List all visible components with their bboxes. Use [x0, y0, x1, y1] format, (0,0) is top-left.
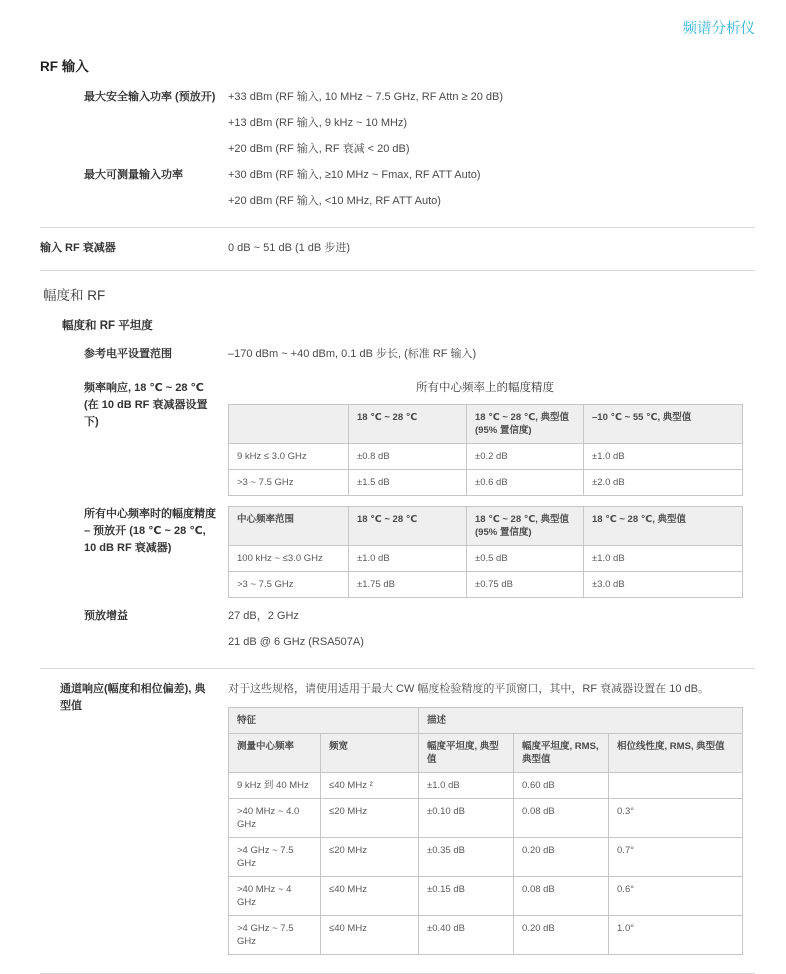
table-cell: >3 ~ 7.5 GHz: [229, 470, 349, 496]
spec-values: [228, 681, 755, 965]
spec-row-rf-attenuator: [40, 240, 755, 266]
header-cell: 18 ℃ ~ 28 ℃, 典型值 (95% 置信度): [467, 405, 584, 444]
spec-label: 输入 RF 衰减器: [40, 242, 116, 254]
spec-value-line: +13 dBm (RF 输入, 9 kHz ~ 10 MHz): [228, 117, 408, 129]
table-row: [229, 799, 743, 838]
spec-label: 最大可测量输入功率: [84, 169, 183, 181]
spec-row-freq-response: [40, 380, 755, 506]
divider: [40, 227, 755, 228]
table-group-header-row: [229, 708, 743, 734]
table-cell: >3 ~ 7.5 GHz: [229, 572, 349, 598]
table-cell: ≤20 MHz: [321, 799, 419, 838]
header-cell: 18 ℃ ~ 28 ℃, 典型值: [584, 507, 743, 546]
header-cell: 18 ℃ ~ 28 ℃: [349, 405, 467, 444]
table-cell: ±1.75 dB: [349, 572, 467, 598]
spec-values: [228, 89, 755, 167]
page-title: 频谱分析仪: [682, 21, 755, 37]
spec-value-line: 27 dB，2 GHz: [228, 610, 299, 622]
table-cell: ≤20 MHz: [321, 838, 419, 877]
spec-label: 最大安全输入功率 (预放开): [84, 91, 216, 103]
spec-value-line: +20 dBm (RF 输入, <10 MHz, RF ATT Auto): [228, 195, 441, 207]
spec-values: [228, 167, 755, 219]
table-row: [229, 572, 743, 598]
spec-value-line: +20 dBm (RF 输入, RF 衰减 < 20 dB): [228, 143, 410, 155]
table-cell: ±1.5 dB: [349, 470, 467, 496]
group-header-cell: 描述: [419, 708, 743, 734]
table-row: [229, 877, 743, 916]
section-heading-amplitude-rf: 幅度和 RF: [43, 288, 106, 303]
table-cell: 100 kHz ~ ≤3.0 GHz: [229, 546, 349, 572]
table-cell: ±1.0 dB: [584, 546, 743, 572]
spec-value-line: –170 dBm ~ +40 dBm, 0.1 dB 步长, (标准 RF 输入): [228, 348, 477, 360]
table-header-row: [229, 405, 743, 444]
table-cell: 0.08 dB: [514, 877, 609, 916]
spec-row-max-measurable-input: [40, 167, 755, 219]
header-cell: 幅度平坦度, RMS, 典型值: [514, 734, 609, 773]
table-title: 所有中心频率上的幅度精度: [416, 382, 554, 394]
spec-label: 预放增益: [84, 610, 128, 622]
spec-value-line: 0 dB ~ 51 dB (1 dB 步进): [228, 242, 350, 254]
table-row: [229, 838, 743, 877]
spec-values: [228, 346, 755, 372]
freq-response-table: [228, 404, 743, 496]
spec-row-channel-response: [40, 681, 755, 965]
table-cell: 0.20 dB: [514, 838, 609, 877]
spec-value-line: +33 dBm (RF 输入, 10 MHz ~ 7.5 GHz, RF Attn ≥ 20 dB): [228, 91, 504, 103]
table-row: [229, 470, 743, 496]
table-cell: >4 GHz ~ 7.5 GHz: [229, 838, 321, 877]
subsection-heading-flatness: 幅度和 RF 平坦度: [62, 320, 153, 332]
table-cell: [609, 773, 743, 799]
table-cell: ±0.2 dB: [467, 444, 584, 470]
table-cell: ±1.0 dB: [349, 546, 467, 572]
header-cell: [229, 405, 349, 444]
header-cell: 频宽: [321, 734, 419, 773]
table-cell: 0.08 dB: [514, 799, 609, 838]
spec-values: [228, 380, 755, 506]
table-cell: ±0.40 dB: [419, 916, 514, 955]
table-cell: ±0.75 dB: [467, 572, 584, 598]
table-cell: 9 kHz 到 40 MHz: [229, 773, 321, 799]
table-cell: ±0.8 dB: [349, 444, 467, 470]
table-cell: 0.3°: [609, 799, 743, 838]
table-header-row: [229, 507, 743, 546]
spec-row-ref-level: [40, 346, 755, 372]
table-cell: ≤40 MHz ²: [321, 773, 419, 799]
spec-intro-text: 对于这些规格，请使用适用于最大 CW 幅度检验精度的平顶窗口，其中，RF 衰减器设置在 10 dB。: [228, 683, 709, 695]
spec-label: 通道响应(幅度和相位偏差), 典型值: [60, 683, 206, 712]
table-cell: ±0.35 dB: [419, 838, 514, 877]
table-cell: 0.20 dB: [514, 916, 609, 955]
divider: [40, 668, 755, 669]
table-cell: ±2.0 dB: [584, 470, 743, 496]
header-cell: 18 ℃ ~ 28 ℃: [349, 507, 467, 546]
header-cell: 中心频率范围: [229, 507, 349, 546]
header-cell: 幅度平坦度, 典型值: [419, 734, 514, 773]
header-cell: 18 ℃ ~ 28 ℃, 典型值 (95% 置信度): [467, 507, 584, 546]
spec-label: 参考电平设置范围: [84, 348, 172, 360]
spec-row-preamp-gain: [40, 608, 755, 660]
table-cell: ±0.5 dB: [467, 546, 584, 572]
spec-values: [228, 240, 755, 266]
table-cell: >4 GHz ~ 7.5 GHz: [229, 916, 321, 955]
channel-response-table: [228, 707, 743, 955]
table-header-row: [229, 734, 743, 773]
divider: [40, 270, 755, 271]
spec-value-line: 21 dB @ 6 GHz (RSA507A): [228, 636, 364, 648]
spec-row-amp-accuracy: [40, 506, 755, 608]
table-cell: ±1.0 dB: [419, 773, 514, 799]
header-cell: 测量中心频率: [229, 734, 321, 773]
table-cell: ±0.10 dB: [419, 799, 514, 838]
table-cell: 0.6°: [609, 877, 743, 916]
table-cell: 9 kHz ≤ 3.0 GHz: [229, 444, 349, 470]
table-cell: >40 MHz ~ 4 GHz: [229, 877, 321, 916]
table-cell: 1.0°: [609, 916, 743, 955]
spec-values: [228, 608, 755, 660]
table-cell: 0.60 dB: [514, 773, 609, 799]
table-cell: ≤40 MHz: [321, 877, 419, 916]
table-row: [229, 444, 743, 470]
spec-label: 所有中心频率时的幅度精度 – 预放开 (18 ℃ ~ 28 ℃, 10 dB RF 衰减器): [84, 508, 216, 554]
header-cell: 相位线性度, RMS, 典型值: [609, 734, 743, 773]
header-cell: –10 ℃ ~ 55 ℃, 典型值: [584, 405, 743, 444]
table-cell: ±1.0 dB: [584, 444, 743, 470]
spec-row-max-safe-input: [40, 89, 755, 167]
table-row: [229, 546, 743, 572]
table-cell: >40 MHz ~ 4.0 GHz: [229, 799, 321, 838]
table-cell: ±0.15 dB: [419, 877, 514, 916]
spec-value-line: +30 dBm (RF 输入, ≥10 MHz ~ Fmax, RF ATT Auto): [228, 169, 481, 181]
table-cell: ±3.0 dB: [584, 572, 743, 598]
table-row: [229, 916, 743, 955]
table-cell: ≤40 MHz: [321, 916, 419, 955]
section-heading-rf-input: RF 输入: [40, 59, 89, 74]
amp-accuracy-table: [228, 506, 743, 598]
group-header-cell: 特征: [229, 708, 419, 734]
spec-label: 频率响应, 18 ℃ ~ 28 ℃ (在 10 dB RF 衰减器设置下): [84, 382, 208, 428]
table-cell: 0.7°: [609, 838, 743, 877]
spec-values: [228, 506, 755, 608]
table-row: [229, 773, 743, 799]
table-cell: ±0.6 dB: [467, 470, 584, 496]
